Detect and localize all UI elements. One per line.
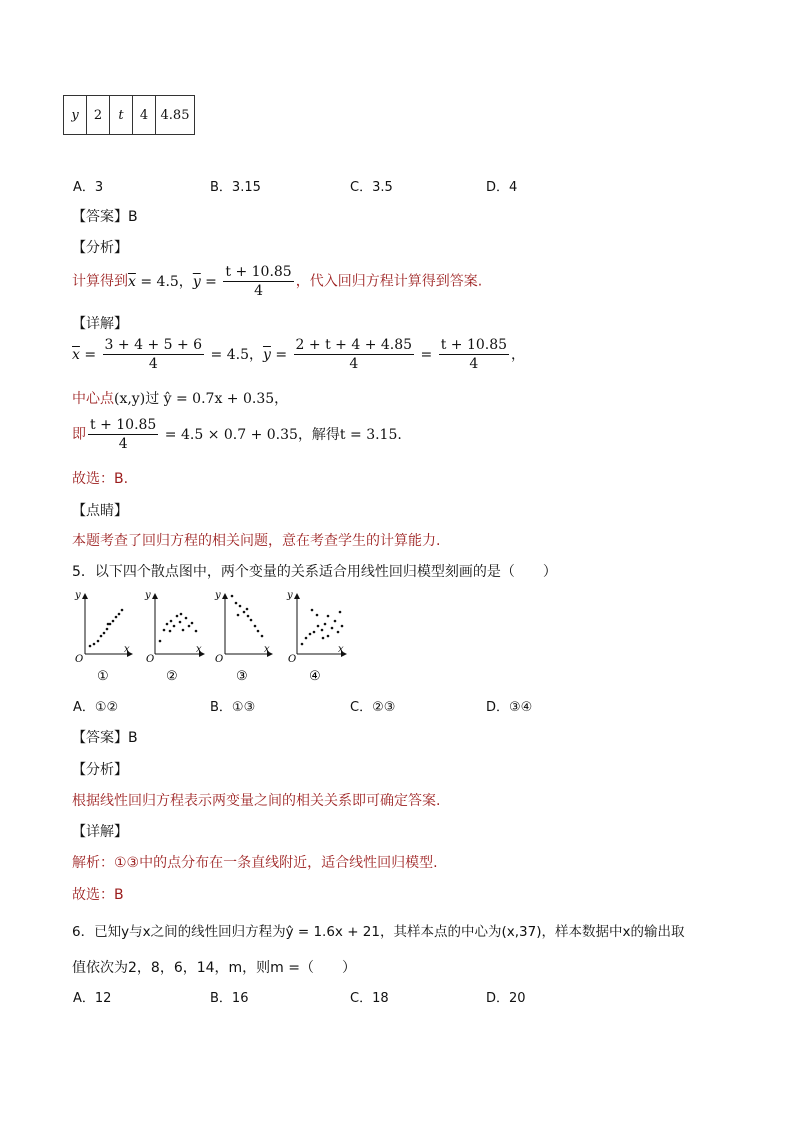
fraction: $\frac{2 + t + 4 + 4.85}{4}$ (295, 337, 413, 372)
analysis-pre: 计算得到 (72, 273, 128, 290)
table-cell: 4 (133, 96, 156, 135)
q4-comment-tag: 【点睛】 (72, 503, 128, 519)
origin-label: O (146, 654, 155, 665)
x-bar: $\overline{x}$ (128, 273, 136, 290)
q4-answer: 【答案】B (72, 209, 138, 225)
y-bar: $\overline{y}$ (192, 273, 201, 290)
table-cell: y (64, 96, 87, 135)
q5-option-a: A．①② (73, 700, 119, 715)
q5-stem: 5．以下四个散点图中，两个变量的关系适合用线性回归模型刻画的是（ ） (72, 564, 557, 580)
q4-option-b: B．3.15 (210, 180, 261, 195)
x-bar: $\overline{x}$ (72, 346, 80, 363)
q4-comment: 本题考查了回归方程的相关问题，意在考查学生的计算能力. (72, 533, 441, 549)
q4-detail-line1: $\overline{x}$ = $\frac{3 + 4 + 5 + 6}{4}$ = 4.5，$\overline{y}$ = $\frac{2 + t + 4 + 4.85}{4}$ = $\frac{t + 10.85}{4}$ ， (72, 337, 526, 372)
axis-x-label: x (338, 644, 344, 655)
origin-label: O (75, 654, 84, 665)
scatter-plot-2 (144, 590, 204, 684)
fraction: $\frac{t + 10.85}{4}$ (440, 337, 508, 372)
q6-option-c: C．18 (350, 991, 389, 1006)
q4-option-d: D．4 (486, 180, 518, 195)
q4-center-line: 中心点(x,y)过 ŷ = 0.7x + 0.35， (72, 391, 289, 407)
table-row (64, 96, 195, 135)
axis-y-label: y (215, 590, 221, 601)
q5-option-b: B．①③ (210, 700, 256, 715)
analysis-eq2: = (200, 273, 222, 290)
q4-analysis-tag: 【分析】 (72, 240, 128, 256)
q4-option-c: C．3.5 (350, 180, 393, 195)
axis-x-label: x (196, 644, 202, 655)
analysis-post: ，代入回归方程计算得到答案. (295, 273, 483, 290)
q5-choose: 故选：B (72, 887, 124, 903)
table-cell: 4.85 (156, 96, 195, 135)
q6-stem-line1: 6．已知y与x之间的线性回归方程为ŷ = 1.6x + 21，其样本点的中心为(x,37)，样本数据中x的输出取 (72, 924, 685, 940)
axis-y-label: y (287, 590, 293, 601)
plot-label: ① (97, 669, 109, 684)
q4-detail-tag: 【详解】 (72, 316, 128, 332)
q5-analysis: 根据线性回归方程表示两变量之间的相关关系即可确定答案. (72, 793, 441, 809)
scatter-plot-3 (214, 590, 272, 684)
scatter-plots (60, 586, 360, 684)
fraction: $\frac{t + 10.85}{4}$ (225, 264, 292, 299)
q4-choose: 故选：B. (72, 471, 129, 487)
fraction: $\frac{3 + 4 + 5 + 6}{4}$ (104, 337, 203, 372)
table-cell: t (110, 96, 133, 135)
q4-analysis-text (72, 263, 482, 300)
axis-x-label: x (124, 644, 130, 655)
q5-detail: 解析：①③中的点分布在一条直线附近，适合线性回归模型. (72, 855, 438, 871)
q5-detail-tag: 【详解】 (72, 824, 128, 840)
table-cell: 2 (87, 96, 110, 135)
q5-analysis-tag: 【分析】 (72, 762, 128, 778)
plot-label: ③ (236, 669, 248, 684)
scatter-plot-1 (74, 590, 132, 684)
y-bar: $\overline{y}$ (262, 346, 271, 363)
q4-solve-line: 即 $\frac{t + 10.85}{4}$ = 4.5 × 0.7 + 0.35，解得t = 3.15. (72, 417, 402, 452)
plot-label: ② (166, 669, 178, 684)
fraction: $\frac{t + 10.85}{4}$ (90, 417, 157, 452)
q4-option-a: A．3 (73, 180, 104, 195)
scatter-plot-4 (286, 590, 346, 684)
data-table (63, 95, 195, 135)
q6-option-d: D．20 (486, 991, 526, 1006)
q5-option-d: D．③④ (486, 700, 533, 715)
q6-option-a: A．12 (73, 991, 112, 1006)
plot-label: ④ (309, 669, 321, 684)
axis-y-label: y (75, 590, 81, 601)
q6-option-b: B．16 (210, 991, 249, 1006)
origin-label: O (288, 654, 297, 665)
analysis-eq1: = 4.5， (135, 273, 193, 290)
origin-label: O (215, 654, 224, 665)
q5-option-c: C．②③ (350, 700, 396, 715)
q6-stem-line2: 值依次为2，8，6，14，m，则m =（ ） (72, 960, 356, 976)
axis-x-label: x (264, 644, 270, 655)
axis-y-label: y (145, 590, 151, 601)
q5-answer: 【答案】B (72, 730, 138, 746)
